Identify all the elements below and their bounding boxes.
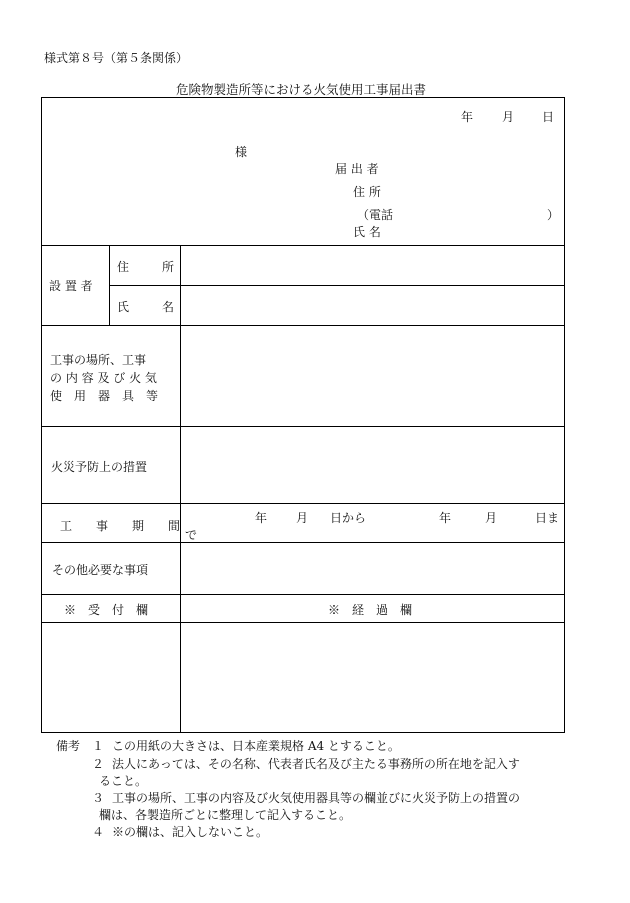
addressee-suffix: 様	[235, 145, 248, 159]
address-label: 住 所	[353, 185, 381, 199]
row-divider	[42, 594, 564, 595]
construction-label-line1: 工事の場所、工事	[50, 353, 147, 367]
notifier-label: 届 出 者	[335, 162, 379, 176]
reception-column-header: ※ 受 付 欄	[64, 603, 149, 617]
date-day: 日	[542, 110, 555, 124]
period-year-start: 年	[255, 511, 268, 525]
row-divider	[42, 245, 564, 246]
fire-prevention-label: 火災予防上の措置	[51, 460, 148, 474]
period-until: 日ま	[535, 511, 560, 525]
phone-close: ）	[547, 208, 560, 222]
form-number: 様式第８号（第５条関係）	[44, 51, 189, 65]
note-3-number: ３	[92, 791, 105, 805]
other-matters-label: その他必要な事項	[52, 563, 149, 577]
installer-label: 設 置 者	[49, 279, 93, 293]
note-3-line2: 欄は、各製造所ごとに整理して記入すること。	[99, 808, 352, 822]
row-divider	[42, 503, 564, 504]
date-year: 年	[461, 110, 474, 124]
note-2-number: ２	[92, 757, 105, 771]
note-4: ※の欄は、記入しないこと。	[112, 825, 269, 839]
row-divider	[42, 426, 564, 427]
construction-label-line2: の 内 容 及 び 火 気	[50, 371, 157, 385]
note-3-line1: 工事の場所、工事の内容及び火気使用器具等の欄並びに火災予防上の措置の	[112, 791, 521, 805]
installer-name-label: 名	[162, 300, 175, 314]
name-label: 氏 名	[353, 225, 381, 239]
date-month: 月	[502, 110, 515, 124]
period-year-end: 年	[439, 511, 452, 525]
note-2-line2: ること。	[99, 774, 148, 788]
form-title: 危険物製造所等における火気使用工事届出書	[176, 82, 427, 97]
note-2-line1: 法人にあっては、その名称、代表者氏名及び主たる事務所の所在地を記入す	[112, 757, 520, 771]
notification-form	[41, 97, 565, 733]
row-divider	[109, 285, 564, 286]
column-divider	[180, 245, 181, 733]
period-label: 工 事 期 間	[60, 519, 181, 533]
installer-address-label: 所	[162, 260, 175, 274]
note-4-number: ４	[92, 825, 105, 839]
notes-label: 備考	[56, 739, 81, 753]
column-divider	[109, 245, 110, 325]
construction-label-line3: 使 用 器 具 等	[50, 389, 159, 403]
progress-column-header: ※ 経 過 欄	[328, 603, 413, 617]
note-1-number: １	[92, 739, 105, 753]
row-divider	[42, 325, 564, 326]
row-divider	[42, 542, 564, 543]
period-month-end: 月	[485, 511, 498, 525]
period-from: 日から	[330, 511, 367, 525]
phone-open: （電話	[357, 208, 394, 222]
row-divider	[42, 622, 564, 623]
installer-address-label: 住	[117, 260, 130, 274]
period-month-start: 月	[296, 511, 309, 525]
period-until-wrap: で	[185, 528, 198, 542]
note-1: この用紙の大きさは、日本産業規格 A4 とすること。	[112, 739, 400, 753]
installer-name-label: 氏	[117, 300, 130, 314]
